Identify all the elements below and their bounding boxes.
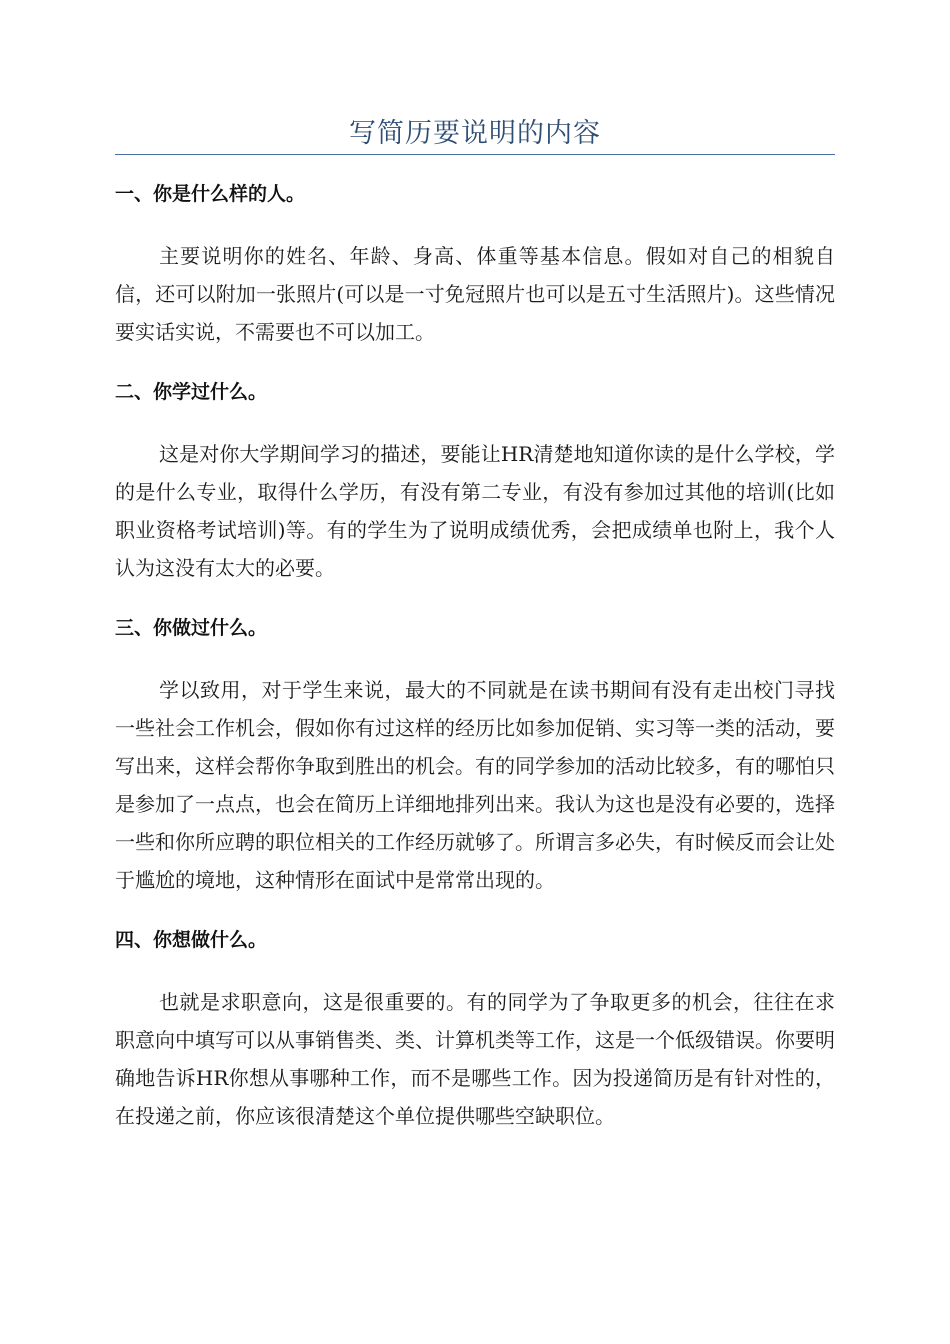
section-who-you-are [115,175,835,351]
section-paragraph: 也就是求职意向，这是很重要的。有的同学为了争取更多的机会，往往在求职意向中填写可以从事销售类、类、计算机类等工作，这是一个低级错误。你要明确地告诉HR你想从事哪种工作，而不是哪些工作。因为投递简历是有针对性的，在投递之前，你应该很清楚这个单位提供哪些空缺职位。 [115,990,835,1128]
section-what-you-did [115,609,835,899]
section-heading: 一、你是什么样的人。 [115,183,306,205]
title-underline [115,154,835,155]
section-paragraph: 学以致用，对于学生来说，最大的不同就是在读书期间有没有走出校门寻找一些社会工作机会，假如你有过这样的经历比如参加促销、实习等一类的活动，要写出来，这样会帮你争取到胜出的机会。有的同学参加的活动比较多，有的哪怕只是参加了一点点，也会在简历上详细地排列出来。我认为这也是没有必要的，选择一些和你所应聘的职位相关的工作经历就够了。所谓言多必失，有时候反而会让处于尴尬的境地，这种情形在面试中是常常出现的。 [115,678,835,892]
section-heading: 三、你做过什么。 [115,617,268,639]
document-body [115,175,835,1157]
section-heading: 二、你学过什么。 [115,381,268,403]
section-what-you-studied [115,373,835,587]
section-paragraph: 主要说明你的姓名、年龄、身高、体重等基本信息。假如对自己的相貌自信，还可以附加一张照片(可以是一寸免冠照片也可以是五寸生活照片)。这些情况要实话实说，不需要也不可以加工。 [115,244,835,344]
section-what-you-want [115,921,835,1135]
page-title: 写简历要说明的内容 [349,118,601,149]
section-heading: 四、你想做什么。 [115,929,268,951]
section-paragraph: 这是对你大学期间学习的描述，要能让HR清楚地知道你读的是什么学校，学的是什么专业，取得什么学历，有没有第二专业，有没有参加过其他的培训(比如职业资格考试培训)等。有的学生为了说明成绩优秀，会把成绩单也附上，我个人认为这没有太大的必要。 [115,442,835,580]
